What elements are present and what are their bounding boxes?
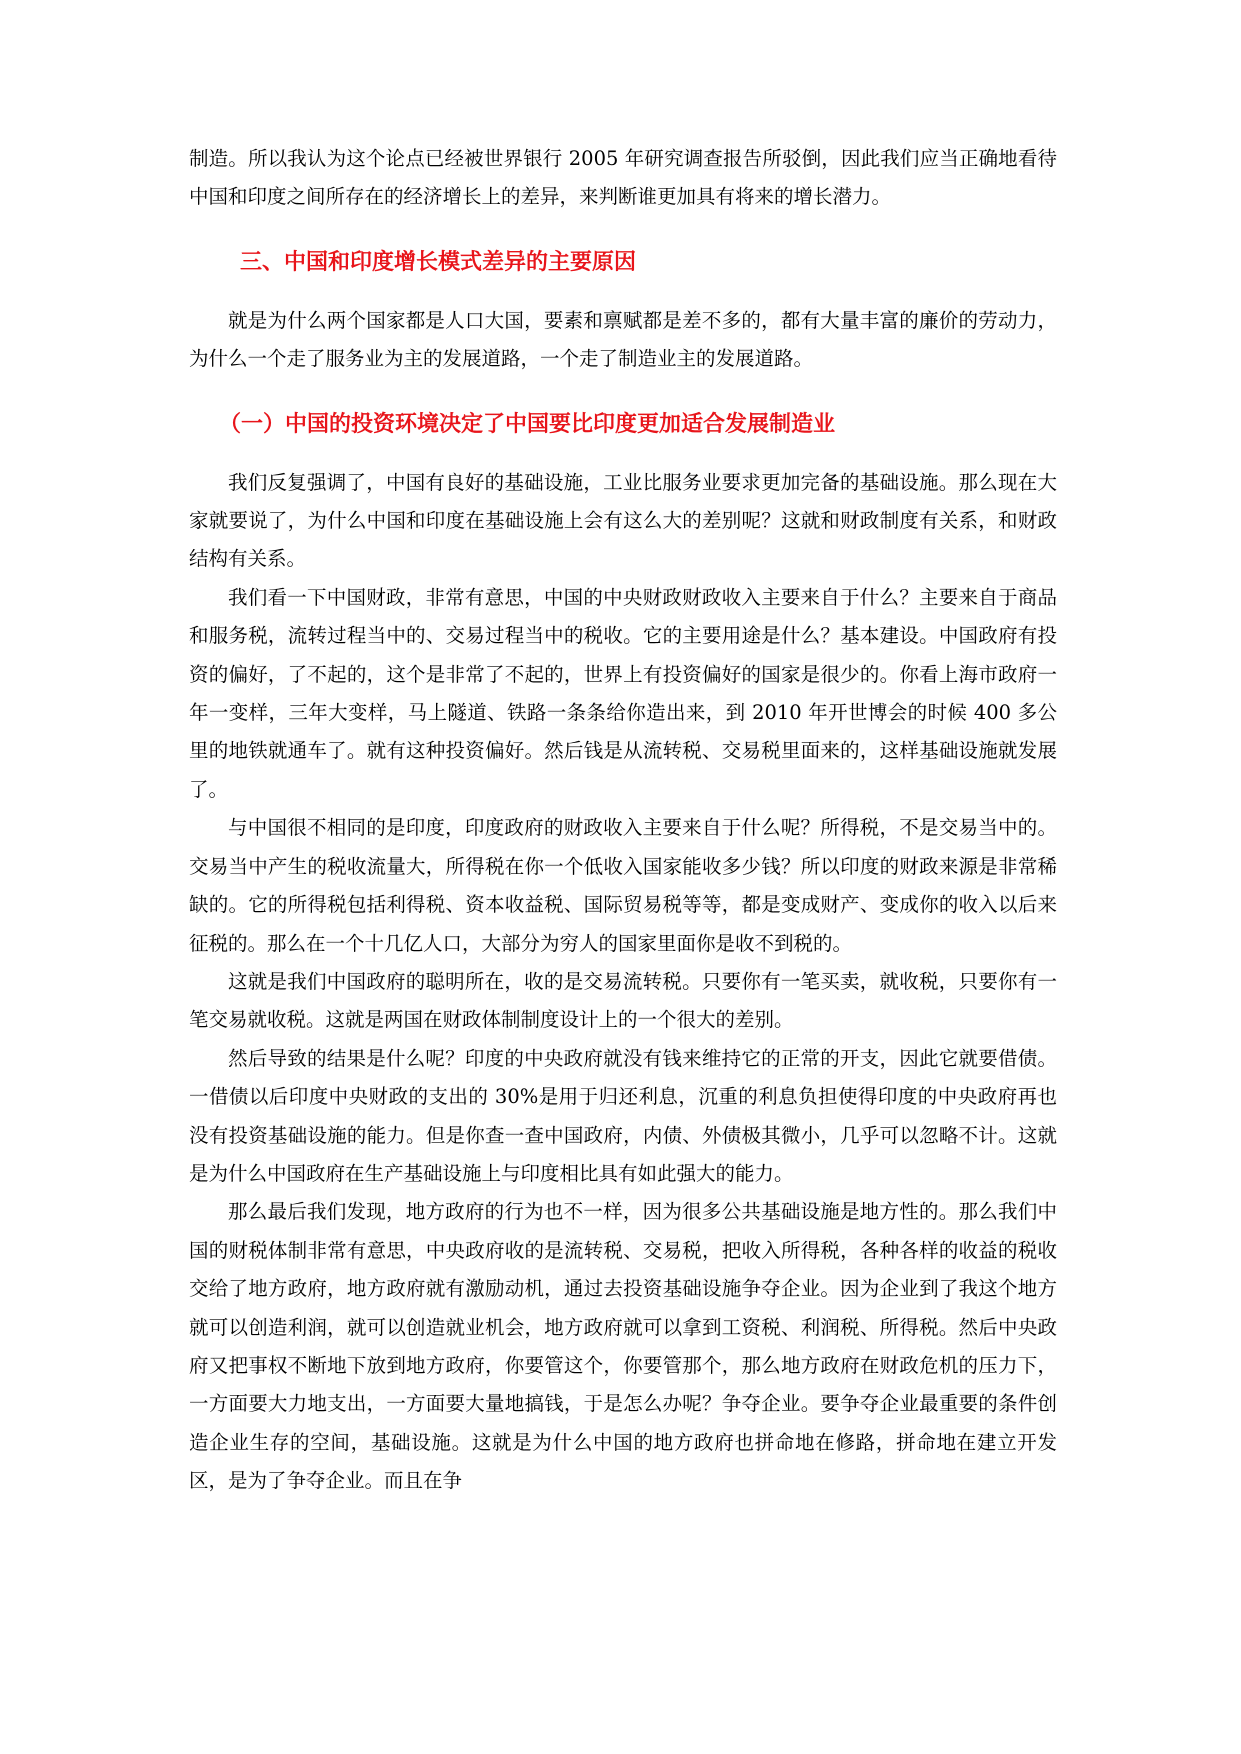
paragraph: 就是为什么两个国家都是人口大国，要素和禀赋都是差不多的，都有大量丰富的廉价的劳动力，为什么一个走了服务业为主的发展道路，一个走了制造业主的发展道路。 bbox=[189, 308, 1057, 371]
paragraph-continuation: 制造。所以我认为这个论点已经被世界银行 2005 年研究调查报告所驳倒，因此我们应当正确地看待中国和印度之间所存在的经济增长上的差异，来判断谁更加具有将来的增长潜力。 bbox=[189, 147, 1057, 209]
paragraph: 那么最后我们发现，地方政府的行为也不一样，因为很多公共基础设施是地方性的。那么我们中国的财税体制非常有意思，中央政府收的是流转税、交易税，把收入所得税，各种各样的收益的税收交给了地方政府，地方政府就有激励动机，通过去投资基础设施争夺企业。因为企业到了我这个地方就可以创造利润，就可以创造就业机会，地方政府就可以拿到工资税、利润税、所得税。然后中央政府又把事权不断地下放到地方政府，你要管这个，你要管那个，那么地方政府在财政危机的压力下，一方面要大力地支出，一方面要大量地搞钱，于是怎么办呢？争夺企业。要争夺企业最重要的条件创造企业生存的空间，基础设施。这就是为什么中国的地方政府也拼命地在修路，拼命地在建立开发区，是为了争夺企业。而且在争 bbox=[189, 1200, 1057, 1493]
document-page bbox=[189, 140, 1057, 1501]
paragraph: 这就是我们中国政府的聪明所在，收的是交易流转税。只要你有一笔买卖，就收税，只要你有一笔交易就收税。这就是两国在财政体制制度设计上的一个很大的差别。 bbox=[189, 969, 1057, 1032]
subsection-heading: （一）中国的投资环境决定了中国要比印度更加适合发展制造业 bbox=[219, 411, 836, 437]
paragraph: 与中国很不相同的是印度，印度政府的财政收入主要来自于什么呢？所得税，不是交易当中的。交易当中产生的税收流量大，所得税在你一个低收入国家能收多少钱？所以印度的财政来源是非常稀缺的。它的所得税包括利得税、资本收益税、国际贸易税等等，都是变成财产、变成你的收入以后来征税的。那么在一个十几亿人口，大部分为穷人的国家里面你是收不到税的。 bbox=[189, 816, 1057, 955]
paragraph: 然后导致的结果是什么呢？印度的中央政府就没有钱来维持它的正常的开支，因此它就要借债。一借债以后印度中央财政的支出的 30%是用于归还利息，沉重的利息负担使得印度的中央政府再也没有投资基础设施的能力。但是你查一查中国政府，内债、外债极其微小，几乎可以忽略不计。这就是为什么中国政府在生产基础设施上与印度相比具有如此强大的能力。 bbox=[189, 1046, 1057, 1185]
paragraph: 我们反复强调了，中国有良好的基础设施，工业比服务业要求更加完备的基础设施。那么现在大家就要说了，为什么中国和印度在基础设施上会有这么大的差别呢？这就和财政制度有关系，和财政结构有关系。 bbox=[189, 470, 1057, 571]
paragraph: 我们看一下中国财政，非常有意思，中国的中央财政财政收入主要来自于什么？主要来自于商品和服务税，流转过程当中的、交易过程当中的税收。它的主要用途是什么？基本建设。中国政府有投资的偏好，了不起的，这个是非常了不起的，世界上有投资偏好的国家是很少的。你看上海市政府一年一变样，三年大变样，马上隧道、铁路一条条给你造出来，到 2010 年开世博会的时候 400 多公里的地铁就通车了。就有这种投资偏好。然后钱是从流转税、交易税里面来的，这样基础设施就发展了。 bbox=[189, 585, 1057, 801]
section-heading: 三、中国和印度增长模式差异的主要原因 bbox=[240, 249, 637, 275]
